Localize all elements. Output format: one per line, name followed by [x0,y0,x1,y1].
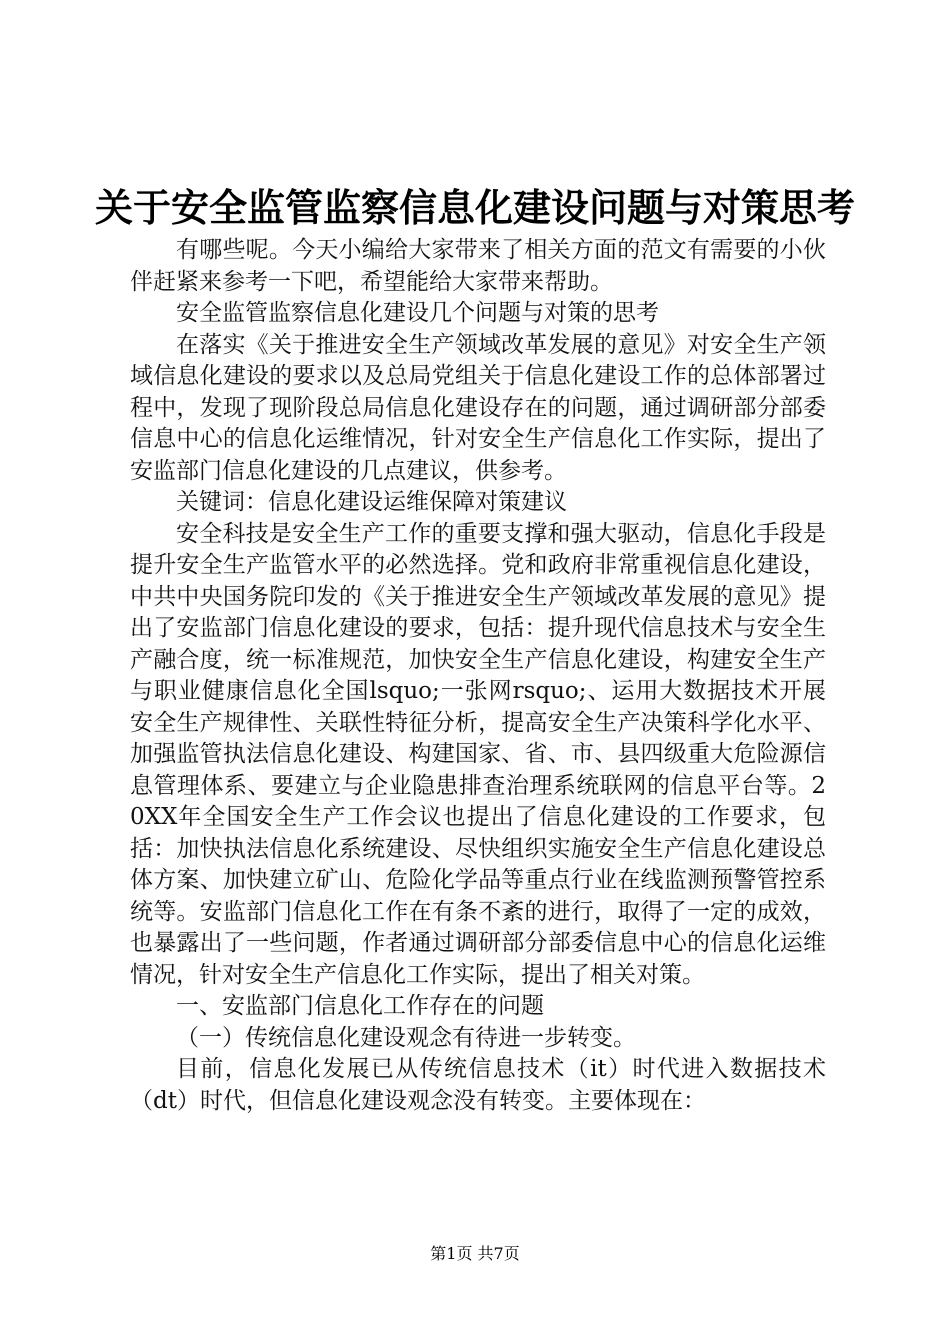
paragraph-intro: 有哪些呢。今天小编给大家带来了相关方面的范文有需要的小伙伴赶紧来参考一下吧，希望能给大家带来帮助。 [130,237,826,295]
paragraph-abstract: 在落实《关于推进安全生产领域改革发展的意见》对安全生产领域信息化建设的要求以及总局党组关于信息化建设工作的总体部署过程中，发现了现阶段总局信息化建设存在的问题，通过调研部分部委信息中心的信息化运维情况，针对安全生产信息化工作实际，提出了安监部门信息化建设的几点建议，供参考。 [130,331,826,484]
document-body [130,235,826,1117]
section-heading-1: 一、安监部门信息化工作存在的问题 [176,993,544,1019]
paragraph-keywords: 关键词：信息化建设运维保障对策建议 [176,489,567,515]
subsection-heading-1: （一）传统信息化建设观念有待进一步转变。 [176,1024,636,1051]
page-number-label: 第1页 共7页 [430,1244,520,1263]
paragraph-current-status: 目前，信息化发展已从传统信息技术（it）时代进入数据技术（dt）时代，但信息化建设观念没有转变。主要体现在： [130,1056,826,1114]
paragraph-subtitle: 安全监管监察信息化建设几个问题与对策的思考 [176,300,659,326]
document-title: 关于安全监管监察信息化建设问题与对策思考 [94,185,855,230]
page-footer [0,1243,950,1265]
paragraph-background: 安全科技是安全生产工作的重要支撑和强大驱动，信息化手段是提升安全生产监管水平的必然选择。党和政府非常重视信息化建设，中共中央国务院印发的《关于推进安全生产领域改革发展的意见》提出了安监部门信息化建设的要求，包括：提升现代信息技术与安全生产融合度，统一标准规范，加快安全生产信息化建设，构建安全生产与职业健康信息化全国lsquo;一张网rsquo;、运用大数据技术开展安全生产规律性、关联性特征分析，提高安全生产决策科学化水平、加强监管执法信息化建设、构建国家、省、市、县四级重大危险源信息管理体系、要建立与企业隐患排查治理系统联网的信息平台等。20XX年全国安全生产工作会议也提出了信息化建设的工作要求，包括：加快执法信息化系统建设、尽快组织实施安全生产信息化建设总体方案、加快建立矿山、危险化学品等重点行业在线监测预警管控系统等。安监部门信息化工作在有条不紊的进行，取得了一定的成效，也暴露出了一些问题，作者通过调研部分部委信息中心的信息化运维情况，针对安全生产信息化工作实际，提出了相关对策。 [130,520,826,988]
